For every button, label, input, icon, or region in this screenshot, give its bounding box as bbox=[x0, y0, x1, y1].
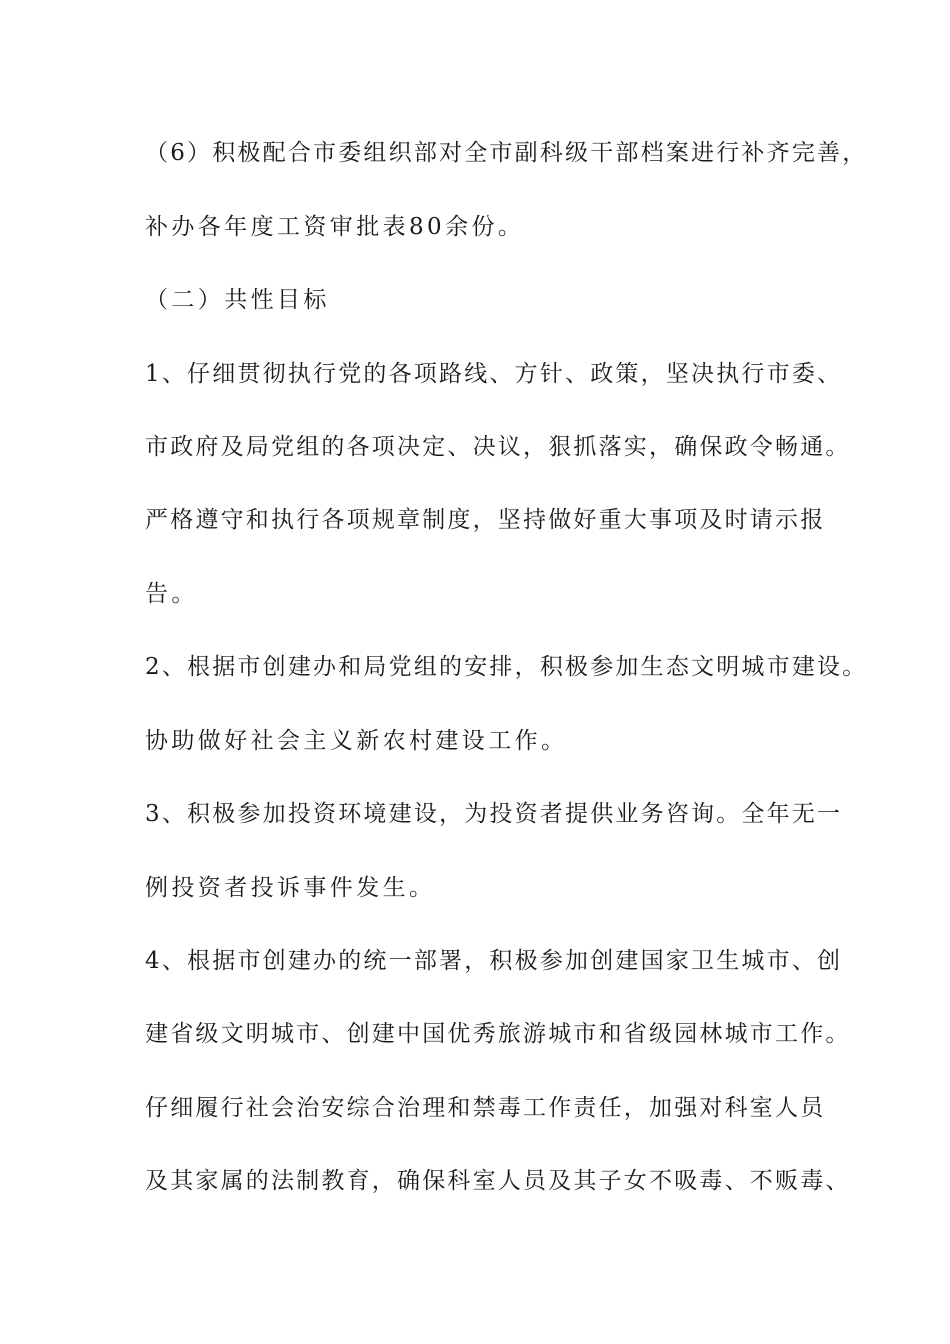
text-line: 例投资者投诉事件发生。 bbox=[145, 875, 436, 901]
text-line: 市政府及局党组的各项决定、决议，狠抓落实，确保政令畅通。 bbox=[145, 434, 851, 460]
text-line: 4、根据市创建办的统一部署，积极参加创建国家卫生城市、创 bbox=[145, 948, 843, 974]
text-line: 及其家属的法制教育，确保科室人员及其子女不吸毒、不贩毒、 bbox=[145, 1168, 851, 1194]
text-line: 1、仔细贯彻执行党的各项路线、方针、政策，坚决执行市委、 bbox=[145, 361, 843, 387]
text-line: 严格遵守和执行各项规章制度，坚持做好重大事项及时请示报 bbox=[145, 507, 826, 533]
text-line: 协助做好社会主义新农村建设工作。 bbox=[145, 728, 568, 754]
text-line: 2、根据市创建办和局党组的安排，积极参加生态文明城市建设。 bbox=[145, 654, 868, 680]
text-line: 告。 bbox=[145, 581, 198, 607]
text-line: 仔细履行社会治安综合治理和禁毒工作责任，加强对科室人员 bbox=[145, 1095, 826, 1121]
text-line: 3、积极参加投资环境建设，为投资者提供业务咨询。全年无一 bbox=[145, 801, 843, 827]
section-heading: （二）共性目标 bbox=[145, 287, 330, 313]
text-line: 补办各年度工资审批表80余份。 bbox=[145, 214, 525, 240]
text-line: （6）积极配合市委组织部对全市副科级干部档案进行补齐完善， bbox=[145, 140, 868, 166]
text-line: 建省级文明城市、创建中国优秀旅游城市和省级园林城市工作。 bbox=[145, 1021, 851, 1047]
